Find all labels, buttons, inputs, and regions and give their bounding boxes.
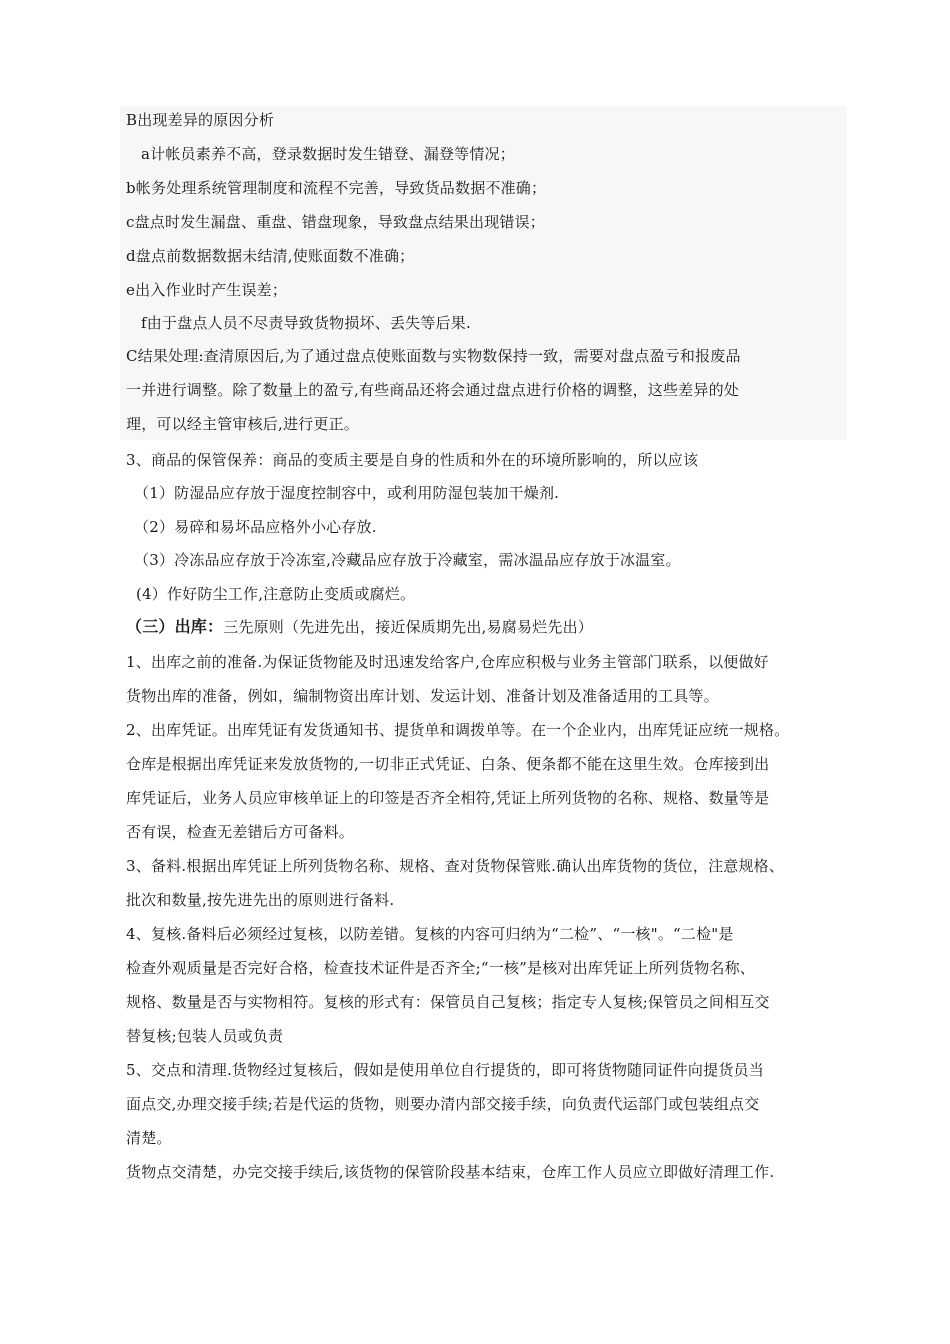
text-line: 库凭证后，业务人员应审核单证上的印签是否齐全相符,凭证上所列货物的名称、规格、数量等是 [126, 789, 770, 807]
text-line: 面点交,办理交接手续;若是代运的货物，则要办清内部交接手续，向负责代运部门或包装组点交 [126, 1095, 760, 1113]
text-line: f由于盘点人员不尽责导致货物损坏、丢失等后果. [141, 314, 471, 332]
text-line: 3、商品的保管保养：商品的变质主要是自身的性质和外在的环境所影响的，所以应该 [126, 451, 699, 469]
text-line: d盘点前数据数据未结清,使账面数不准确； [126, 247, 415, 265]
text-line: 2、出库凭证。出库凭证有发货通知书、提货单和调拨单等。在一个企业内，出库凭证应统一规格。 [126, 721, 790, 739]
text-line: 1、出库之前的准备.为保证货物能及时迅速发给客户,仓库应积极与业务主管部门联系，以便做好 [126, 653, 769, 671]
text-line: 货物点交清楚，办完交接手续后,该货物的保管阶段基本结束，仓库工作人员应立即做好清理工作. [126, 1163, 775, 1181]
text-line: B出现差异的原因分析 [126, 111, 275, 129]
text-line: b帐务处理系统管理制度和流程不完善，导致货品数据不准确； [126, 179, 547, 197]
text-line: 4、复核.备料后必须经过复核，以防差错。复核的内容可归纳为“二检”、“一核"。“二检"是 [126, 925, 734, 943]
text-line: a计帐员素养不高，登录数据时发生错登、漏登等情况； [141, 145, 515, 163]
section-heading-bold: （三）出库： [126, 617, 224, 636]
text-line: 否有误，检查无差错后方可备料。 [126, 823, 355, 841]
text-line: c盘点时发生漏盘、重盘、错盘现象，导致盘点结果出现错误； [126, 213, 546, 231]
text-line: （1）防湿品应存放于湿度控制容中，或利用防湿包装加干燥剂. [134, 484, 560, 502]
text-line: （2）易碎和易坏品应格外小心存放. [134, 518, 377, 536]
text-line: 一并进行调整。除了数量上的盈亏,有些商品还将会通过盘点进行价格的调整，这些差异的处 [126, 381, 739, 399]
text-line: 批次和数量,按先进先出的原则进行备料. [126, 891, 395, 909]
text-line: 仓库是根据出库凭证来发放货物的,一切非正式凭证、白条、便条都不能在这里生效。仓库接到出 [126, 755, 770, 773]
text-line: （3）冷冻品应存放于冷冻室,冷藏品应存放于冷藏室，需冰温品应存放于冰温室。 [134, 551, 681, 569]
text-line: 检查外观质量是否完好合格，检查技术证件是否齐全;“一核”是核对出库凭证上所列货物名称、 [126, 959, 755, 977]
text-line: 清楚。 [126, 1129, 172, 1147]
section-heading-rest: 三先原则（先进先出，接近保质期先出,易腐易烂先出） [223, 618, 593, 636]
text-line: 理，可以经主管审核后,进行更正。 [126, 415, 359, 433]
text-line: (4）作好防尘工作,注意防止变质或腐烂。 [136, 585, 416, 603]
text-line: e出入作业时产生误差； [126, 281, 288, 299]
text-line: C结果处理:查清原因后,为了通过盘点使账面数与实物数保持一致，需要对盘点盈亏和报废品 [126, 347, 741, 365]
section-heading [126, 617, 593, 637]
text-line: 替复核;包装人员或负责 [126, 1027, 284, 1045]
text-line: 3、备料.根据出库凭证上所列货物名称、规格、查对货物保管账.确认出库货物的货位，注意规格、 [126, 857, 785, 875]
text-line: 货物出库的准备，例如，编制物资出库计划、发运计划、准备计划及准备适用的工具等。 [126, 687, 719, 705]
text-line: 5、交点和清理.货物经过复核后，假如是使用单位自行提货的，即可将货物随同证件向提货员当 [126, 1061, 764, 1079]
text-line: 规格、数量是否与实物相符。复核的形式有：保管员自己复核；指定专人复核;保管员之间相互交 [126, 993, 770, 1011]
